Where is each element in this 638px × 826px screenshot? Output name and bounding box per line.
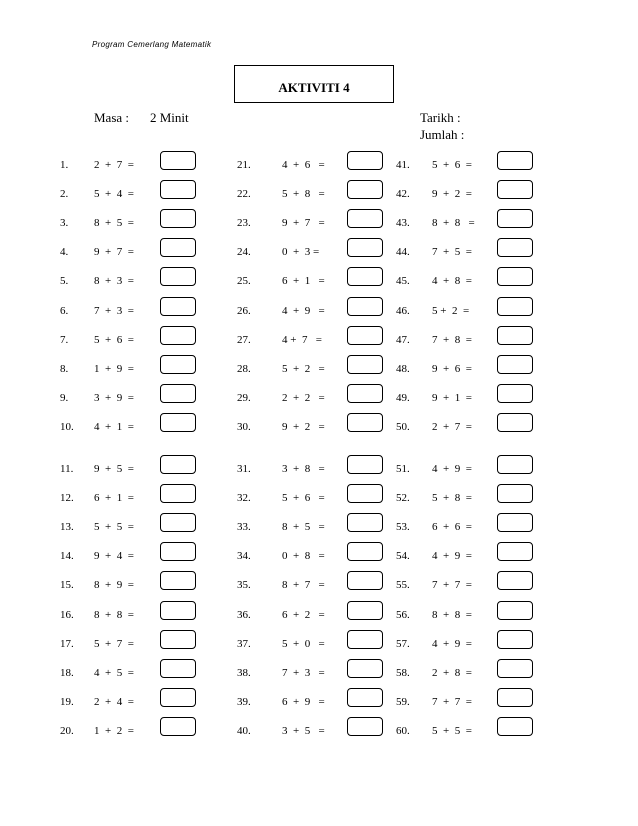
answer-box[interactable] — [160, 484, 196, 503]
answer-box[interactable] — [347, 384, 383, 403]
problem-expression: 6 + 9 = — [282, 695, 325, 708]
problem-expression: 9 + 1 = — [432, 391, 472, 404]
problem-number: 22. — [237, 188, 251, 201]
problem-number: 7. — [60, 333, 69, 346]
problem-number: 11. — [60, 463, 74, 475]
problem-expression: 8 + 3 = — [94, 275, 134, 288]
problem-expression: 4 + 8 = — [432, 275, 472, 288]
problem-expression: 2 + 2 = — [282, 391, 325, 404]
problem-number: 29. — [237, 391, 251, 404]
answer-box[interactable] — [160, 267, 196, 286]
answer-box[interactable] — [160, 384, 196, 403]
problem-number: 45. — [396, 275, 410, 288]
problem-number: 56. — [396, 608, 410, 621]
problem-number: 13. — [60, 521, 74, 534]
answer-box[interactable] — [160, 455, 196, 474]
answer-box[interactable] — [160, 326, 196, 345]
problem-number: 17. — [60, 637, 74, 650]
problem-number: 35. — [237, 579, 251, 592]
title-box — [234, 65, 394, 103]
problem-expression: 9 + 6 = — [432, 362, 472, 375]
problem-expression: 2 + 8 = — [432, 666, 472, 679]
problem-expression: 7 + 7 = — [432, 579, 472, 592]
answer-box[interactable] — [347, 688, 383, 707]
problem-number: 40. — [237, 724, 251, 737]
answer-box[interactable] — [497, 413, 533, 432]
problem-expression: 2 + 4 = — [94, 695, 134, 708]
answer-box[interactable] — [497, 455, 533, 474]
page-title: AKTIVITI 4 — [278, 80, 350, 95]
problem-expression: 5 + 2 = — [432, 304, 470, 317]
problem-number: 9. — [60, 391, 69, 404]
problem-number: 10. — [60, 420, 74, 433]
problem-number: 19. — [60, 695, 74, 708]
problem-expression: 4 + 1 = — [94, 420, 134, 433]
problem-number: 51. — [396, 463, 410, 475]
problem-number: 15. — [60, 579, 74, 592]
problem-expression: 6 + 1 = — [282, 275, 325, 288]
problem-number: 23. — [237, 217, 251, 230]
answer-box[interactable] — [497, 659, 533, 678]
problem-number: 43. — [396, 217, 410, 230]
problem-number: 27. — [237, 333, 251, 346]
masa-value: 2 Minit — [150, 110, 189, 125]
problem-expression: 5 + 7 = — [94, 637, 134, 650]
problem-number: 33. — [237, 521, 251, 534]
problem-number: 18. — [60, 666, 74, 679]
problem-number: 1. — [60, 159, 69, 171]
problem-number: 60. — [396, 724, 410, 737]
problem-number: 28. — [237, 362, 251, 375]
answer-box[interactable] — [160, 571, 196, 590]
problem-expression: 4 + 9 = — [432, 637, 472, 650]
problem-number: 32. — [237, 492, 251, 505]
problem-expression: 6 + 2 = — [282, 608, 325, 621]
problem-expression: 8 + 7 = — [282, 579, 325, 592]
problem-expression: 5 + 2 = — [282, 362, 325, 375]
problem-expression: 7 + 3 = — [282, 666, 325, 679]
problem-number: 38. — [237, 666, 251, 679]
problem-expression: 7 + 7 = — [432, 695, 472, 708]
problem-number: 31. — [237, 463, 251, 475]
answer-box[interactable] — [160, 297, 196, 316]
problem-expression: 4 + 9 = — [432, 463, 472, 475]
problem-number: 37. — [237, 637, 251, 650]
answer-box[interactable] — [497, 630, 533, 649]
problem-expression: 3 + 8 = — [282, 463, 325, 475]
problem-expression: 4 + 6 = — [282, 159, 325, 171]
problem-number: 57. — [396, 637, 410, 650]
problem-expression: 1 + 9 = — [94, 362, 134, 375]
problem-number: 5. — [60, 275, 69, 288]
problem-expression: 5 + 4 = — [94, 188, 134, 201]
answer-box[interactable] — [347, 180, 383, 199]
problem-expression: 8 + 8 = — [432, 217, 475, 230]
problem-number: 54. — [396, 550, 410, 563]
problem-number: 55. — [396, 579, 410, 592]
masa-label: Masa : — [94, 110, 130, 125]
answer-box[interactable] — [347, 151, 383, 170]
problem-number: 58. — [396, 666, 410, 679]
answer-box[interactable] — [347, 484, 383, 503]
answer-box[interactable] — [160, 151, 196, 170]
answer-box[interactable] — [497, 209, 533, 228]
problem-number: 53. — [396, 521, 410, 534]
answer-box[interactable] — [347, 659, 383, 678]
answer-box[interactable] — [497, 542, 533, 561]
answer-box[interactable] — [347, 267, 383, 286]
problem-expression: 3 + 5 = — [282, 724, 325, 737]
problem-number: 47. — [396, 333, 410, 346]
problem-expression: 9 + 2 = — [282, 420, 325, 433]
problem-number: 42. — [396, 188, 410, 201]
problem-expression: 2 + 7 = — [94, 159, 134, 171]
problem-number: 59. — [396, 695, 410, 708]
problem-expression: 6 + 1 = — [94, 492, 134, 505]
problem-expression: 6 + 6 = — [432, 521, 472, 534]
answer-box[interactable] — [347, 601, 383, 620]
problem-number: 6. — [60, 304, 69, 317]
problem-number: 21. — [237, 159, 251, 171]
problem-expression: 9 + 2 = — [432, 188, 472, 201]
answer-box[interactable] — [160, 717, 196, 736]
problem-expression: 8 + 8 = — [432, 608, 472, 621]
problem-number: 30. — [237, 420, 251, 433]
answer-box[interactable] — [160, 513, 196, 532]
problem-expression: 4 + 9 = — [282, 304, 325, 317]
problem-expression: 4 + 9 = — [432, 550, 472, 563]
problem-expression: 7 + 3 = — [94, 304, 134, 317]
problem-number: 4. — [60, 246, 69, 259]
answer-box[interactable] — [347, 455, 383, 474]
header-note: Program Cemerlang Matematik — [92, 40, 212, 49]
answer-box[interactable] — [347, 238, 383, 257]
problem-number: 52. — [396, 492, 410, 505]
problem-expression: 9 + 7 = — [282, 217, 325, 230]
problem-expression: 5 + 5 = — [432, 724, 472, 737]
answer-box[interactable] — [160, 209, 196, 228]
problem-expression: 5 + 8 = — [432, 492, 472, 505]
problem-number: 14. — [60, 550, 74, 563]
problem-expression: 3 + 9 = — [94, 391, 134, 404]
problem-number: 41. — [396, 159, 410, 171]
problem-number: 50. — [396, 420, 410, 433]
problem-expression: 8 + 5 = — [94, 217, 134, 230]
answer-box[interactable] — [160, 601, 196, 620]
problem-number: 12. — [60, 492, 74, 505]
problem-number: 24. — [237, 246, 251, 259]
problem-expression: 0 + 3 = — [282, 246, 320, 259]
answer-box[interactable] — [347, 513, 383, 532]
answer-box[interactable] — [497, 238, 533, 257]
answer-box[interactable] — [160, 413, 196, 432]
problem-expression: 8 + 5 = — [282, 521, 325, 534]
problem-number: 39. — [237, 695, 251, 708]
answer-box[interactable] — [497, 513, 533, 532]
answer-box[interactable] — [160, 180, 196, 199]
answer-box[interactable] — [497, 384, 533, 403]
problem-expression: 7 + 5 = — [432, 246, 472, 259]
problem-expression: 5 + 6 = — [282, 492, 325, 505]
problem-expression: 4 + 7 = — [282, 333, 322, 346]
problem-number: 8. — [60, 362, 69, 375]
problem-number: 34. — [237, 550, 251, 563]
answer-box[interactable] — [497, 601, 533, 620]
problem-expression: 8 + 9 = — [94, 579, 134, 592]
answer-box[interactable] — [497, 297, 533, 316]
problem-expression: 5 + 6 = — [432, 159, 472, 171]
answer-box[interactable] — [160, 355, 196, 374]
problem-number: 25. — [237, 275, 251, 288]
answer-box[interactable] — [497, 267, 533, 286]
problem-number: 16. — [60, 608, 74, 621]
answer-box[interactable] — [497, 688, 533, 707]
problem-number: 49. — [396, 391, 410, 404]
problem-expression: 5 + 6 = — [94, 333, 134, 346]
problem-expression: 5 + 0 = — [282, 637, 325, 650]
answer-box[interactable] — [497, 717, 533, 736]
problem-expression: 9 + 4 = — [94, 550, 134, 563]
problem-number: 36. — [237, 608, 251, 621]
tarikh-label: Tarikh : — [420, 110, 461, 125]
answer-box[interactable] — [347, 571, 383, 590]
problem-number: 46. — [396, 304, 410, 317]
answer-box[interactable] — [497, 571, 533, 590]
problem-number: 48. — [396, 362, 410, 375]
problem-number: 44. — [396, 246, 410, 259]
answer-box[interactable] — [347, 326, 383, 345]
answer-box[interactable] — [160, 542, 196, 561]
answer-box[interactable] — [347, 355, 383, 374]
problem-number: 26. — [237, 304, 251, 317]
answer-box[interactable] — [347, 413, 383, 432]
answer-box[interactable] — [160, 238, 196, 257]
answer-box[interactable] — [497, 180, 533, 199]
problem-expression: 5 + 5 = — [94, 521, 134, 534]
problem-expression: 9 + 7 = — [94, 246, 134, 259]
answer-box[interactable] — [347, 717, 383, 736]
answer-box[interactable] — [347, 542, 383, 561]
problem-number: 20. — [60, 724, 74, 737]
answer-box[interactable] — [497, 151, 533, 170]
problem-expression: 7 + 8 = — [432, 333, 472, 346]
problem-number: 2. — [60, 188, 69, 201]
problem-expression: 4 + 5 = — [94, 666, 134, 679]
problem-expression: 9 + 5 = — [94, 463, 134, 475]
answer-box[interactable] — [347, 297, 383, 316]
jumlah-label: Jumlah : — [420, 127, 465, 142]
problem-expression: 8 + 8 = — [94, 608, 134, 621]
answer-box[interactable] — [497, 355, 533, 374]
problem-expression: 5 + 8 = — [282, 188, 325, 201]
answer-box[interactable] — [160, 659, 196, 678]
problem-expression: 1 + 2 = — [94, 724, 134, 737]
answer-box[interactable] — [160, 688, 196, 707]
answer-box[interactable] — [497, 484, 533, 503]
answer-box[interactable] — [160, 630, 196, 649]
problem-number: 3. — [60, 217, 69, 230]
answer-box[interactable] — [497, 326, 533, 345]
problem-expression: 2 + 7 = — [432, 420, 472, 433]
problem-expression: 0 + 8 = — [282, 550, 325, 563]
answer-box[interactable] — [347, 630, 383, 649]
answer-box[interactable] — [347, 209, 383, 228]
